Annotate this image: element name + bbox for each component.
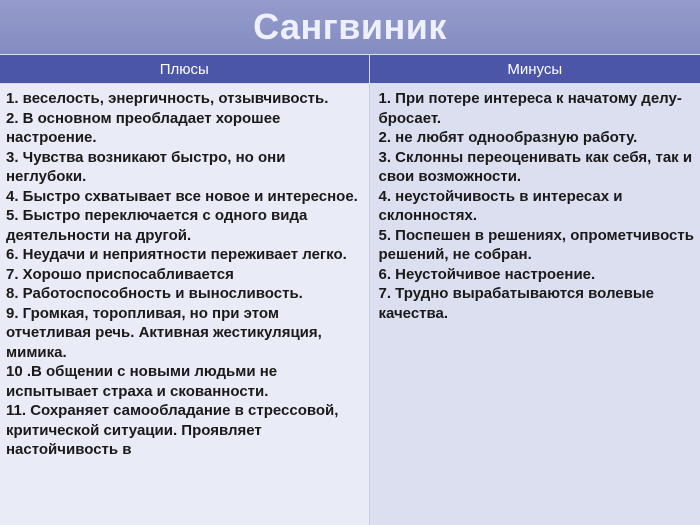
minus-item: 4. неустойчивость в интересах и склонностях. xyxy=(378,187,623,224)
plus-item: 10 .В общении с новыми людьми не испытывает страха и скованности. xyxy=(6,363,278,400)
plus-column-header: Плюсы xyxy=(0,55,369,84)
slide-title: Сангвиник xyxy=(253,6,447,47)
minus-item: 6. Неустойчивое настроение. xyxy=(378,265,596,283)
plus-item: 9. Громкая, торопливая, но при этом отчетливая речь. Активная жестикуляция, мимика. xyxy=(6,304,322,361)
plus-item: 7. Хорошо приспосабливается xyxy=(6,265,234,283)
plus-item: 1. веселость, энергичность, отзывчивость. xyxy=(6,90,329,107)
plus-item: 11. Сохраняет самообладание в стрессовой, критической ситуации. Проявляет настойчивость в xyxy=(6,402,339,458)
plus-item: 5. Быстро переключается с одного вида деятельности на другой. xyxy=(6,207,308,244)
minus-list xyxy=(369,84,700,525)
plus-list xyxy=(0,84,369,525)
table-header-row xyxy=(0,55,700,84)
minus-item: 1. При потере интереса к начатому делу- бросает. xyxy=(378,90,682,127)
plus-item: 3. Чувства возникают быстро, но они неглубоки. xyxy=(6,148,286,185)
title-bar xyxy=(0,0,700,54)
minus-item: 2. не любят однообразную работу. xyxy=(378,129,638,146)
plus-item: 2. В основном преобладает хорошее настроение. xyxy=(6,109,281,146)
plus-item: 8. Работоспособность и выносливость. xyxy=(6,285,303,302)
plus-item: 6. Неудачи и неприятности переживает легко. xyxy=(6,246,347,263)
pros-cons-table xyxy=(0,54,700,525)
minus-item: 5. Поспешен в решениях, опрометчивость решений, не собран. xyxy=(378,226,694,263)
plus-item: 4. Быстро схватывает все новое и интересное. xyxy=(6,187,358,205)
minus-item: 7. Трудно вырабатываются волевые качества. xyxy=(378,285,654,322)
table-body-row xyxy=(0,84,700,525)
minus-column-header: Минусы xyxy=(369,55,700,84)
minus-item: 3. Склонны переоценивать как себя, так и свои возможности. xyxy=(378,148,693,185)
